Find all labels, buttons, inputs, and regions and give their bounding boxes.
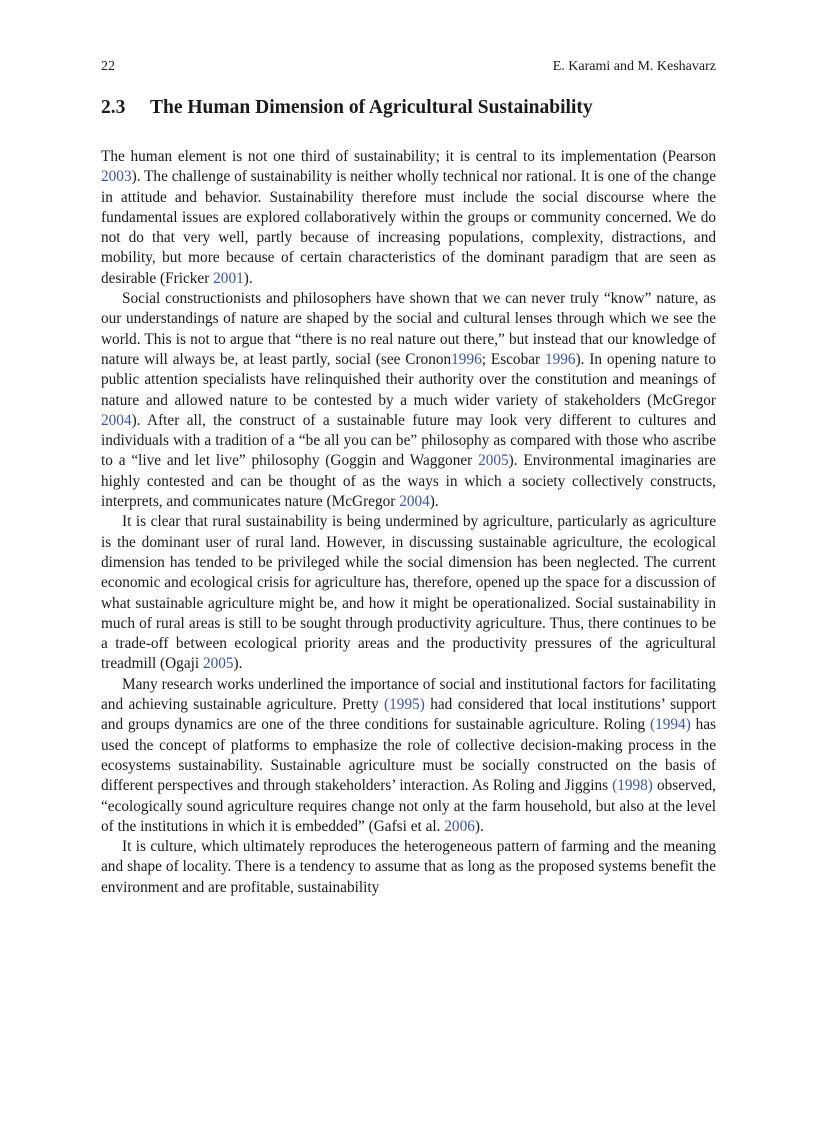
text-run: has used the concept of platforms to emphasize the role of collective decision-making process in the ecosystems sustainability. Sustainable agriculture must be socially constructed on the basis of different perspectives and through stakeholders’ interaction. As Roling and Jiggins [101,716,717,795]
text-run: It is clear that rural sustainability is being undermined by agriculture, particularly as agriculture is the dominant user of rural land. However, in discussing sustainable agriculture, the ecological dimension has tended to be privileged while the social dimension has been neglected. The current economic and ecological crisis for agriculture has, therefore, opened up the space for a discussion of what sustainable agriculture might be, and how it might be operationalized. Social sustainability in much of rural areas is still to be sought through productivity agriculture. Thus, there continues to be a trade-off between ecological priority areas and the productivity pressures of the agricultural treadmill (Ogaji [101,513,716,673]
citation-link[interactable]: 2003 [101,168,132,186]
citation-link[interactable]: (1998) [612,777,653,795]
section-title-text: The Human Dimension of Agricultural Sustainability [150,97,593,118]
text-run: ). [243,269,253,287]
text-run: ). After all, the construct of a sustainable future may look very different to cultures and individuals with a tradition of a “be all you can be” philosophy as compared with those who ascribe to a “live and let live” philosophy (Goggin and Waggoner [101,411,716,470]
text-run: ). [429,493,439,511]
body-text [101,147,716,898]
running-head-authors: E. Karami and M. Keshavarz [552,59,716,74]
paragraph [101,675,716,837]
citation-link[interactable]: 2001 [213,269,244,287]
text-run: ). [474,817,484,835]
citation-link[interactable]: 2004 [399,493,430,511]
text-run: ). The challenge of sustainability is neither wholly technical nor rational. It is one of the change in attitude and behavior. Sustainability therefore must include the social discourse where the fundamental issues are explored collaboratively within the groups or community concerned. We do not do that very well, partly because of increasing populations, complexity, distractions, and mobility, but more because of certain characteristics of the dominant paradigm that are seen as desirable (Fricker [101,168,716,287]
text-run: Many research works underlined the importance of social and institutional factors for facilitating and achieving sustainable agriculture. Pretty [101,675,716,714]
citation-link[interactable]: 2005 [202,655,234,673]
text-run: ). [233,655,243,673]
paragraph [101,289,716,512]
text-run: ). Environmental imaginaries are highly contested and can be thought of as the ways in which a society collectively constructs, interprets, and communicates nature (McGregor [101,452,716,511]
citation-link[interactable]: 2005 [478,452,509,470]
text-run: Social constructionists and philosophers have shown that we can never truly “know” nature, as our understandings of nature are shaped by the social and cultural lenses through which we see the world. This is not to argue that “there is no real nature out there,” but instead that our knowledge of nature will always be, at least partly, social (see Cronon [101,290,716,368]
text-run: observed, “ecologically sound agriculture requires change not only at the farm household, but also at the level of the institutions in which it is embedded” (Gafsi et al. [101,777,716,835]
text-run: It is culture, which ultimately reproduces the heterogeneous pattern of farming and the meaning and shape of locality. There is a tendency to assume that as long as the proposed systems benefit the environment and are profitable, sustainability [101,838,716,896]
paragraph [101,837,716,898]
paragraph [101,147,716,289]
text-run: had considered that local institutions’ support and groups dynamics are one of the three conditions for sustainable agriculture. Roling [101,696,716,734]
citation-link[interactable]: (1994) [650,716,691,734]
text-run: ; Escobar [481,350,545,368]
citation-link[interactable]: 1996 [544,350,576,368]
citation-link[interactable]: 2004 [101,411,132,429]
paragraph [101,512,716,674]
text-run: The human element is not one third of sustainability; it is central to its implementation (Pearson [101,148,716,165]
text-run: ). In opening nature to public attention specialists have relinquished their authority over the constitution and meanings of nature and allowed nature to be contested by a much wider variety of stakeholders (McGregor [101,350,717,409]
section-heading [101,95,593,121]
citation-link[interactable]: (1995) [384,696,425,714]
section-number: 2.3 [101,97,126,118]
citation-link[interactable]: 2006 [444,817,475,835]
page-number: 22 [101,59,115,74]
citation-link[interactable]: 1996 [451,350,482,368]
